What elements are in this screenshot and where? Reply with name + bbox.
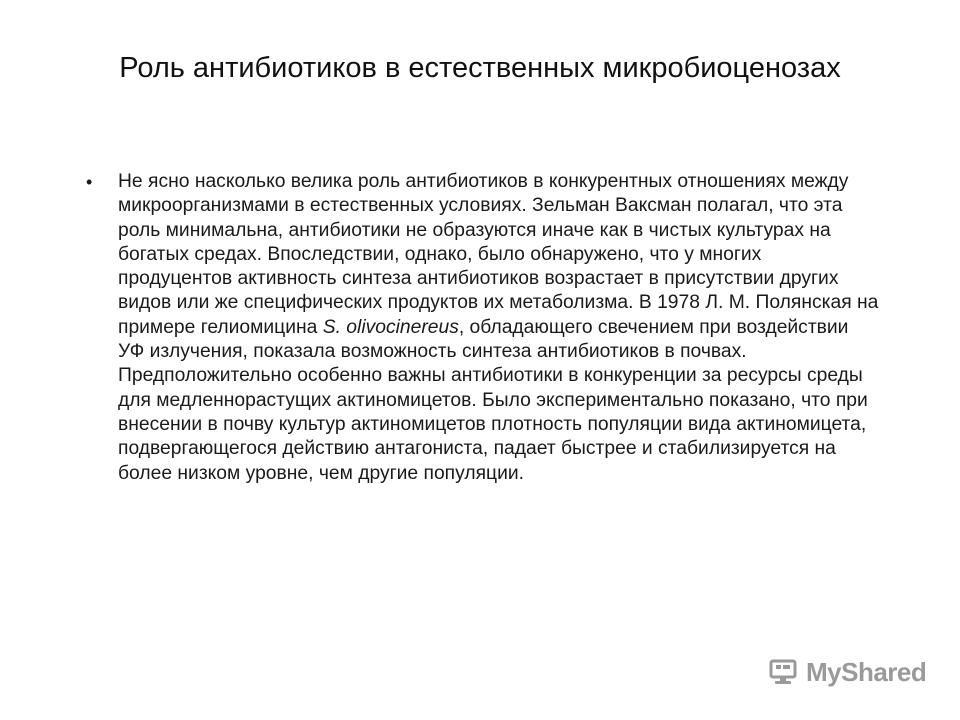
bullet-marker: • bbox=[86, 172, 93, 192]
slide-title: Роль антибиотиков в естественных микробиоценозах bbox=[119, 52, 841, 84]
bullet-text-part1: Не ясно насколько велика роль антибиотиков в конкурентных отношениях между микроорганизмами в естественных условиях. Зельман Ваксман полагал, что эта роль минимальна, антибиотики не образуются иначе как в чистых культурах на богатых средах. Впоследствии, однако, было обнаружено, что у многих продуцентов активность синтеза антибиотиков возрастает в присутствии других видов или же специфических продуктов их метаболизма. В 1978 Л. М. Полянская на примере гелиомицина bbox=[118, 171, 879, 338]
bullet-item bbox=[72, 170, 880, 486]
watermark bbox=[768, 654, 928, 690]
watermark-text: MyShared bbox=[806, 657, 927, 687]
bullet-text bbox=[118, 170, 880, 486]
slide-content bbox=[72, 170, 880, 486]
species-name: S. olivocinereus bbox=[322, 316, 459, 338]
bullet-text-part2: , обладающего свечением при воздействии УФ излучения, показала возможность синтеза антибиотиков в почвах. Предположительно особенно важны антибиотики в конкуренции за ресурсы среды для медленнорастущих актиномицетов. Было экспериментально показано, что при внесении в почву культур актиномицетов плотность популяции вида актиномицета, подвергающегося действию антагониста, падает быстрее и стабилизируется на более низком уровне, чем другие популяции. bbox=[118, 316, 868, 484]
monitor-logo-icon bbox=[768, 657, 798, 687]
